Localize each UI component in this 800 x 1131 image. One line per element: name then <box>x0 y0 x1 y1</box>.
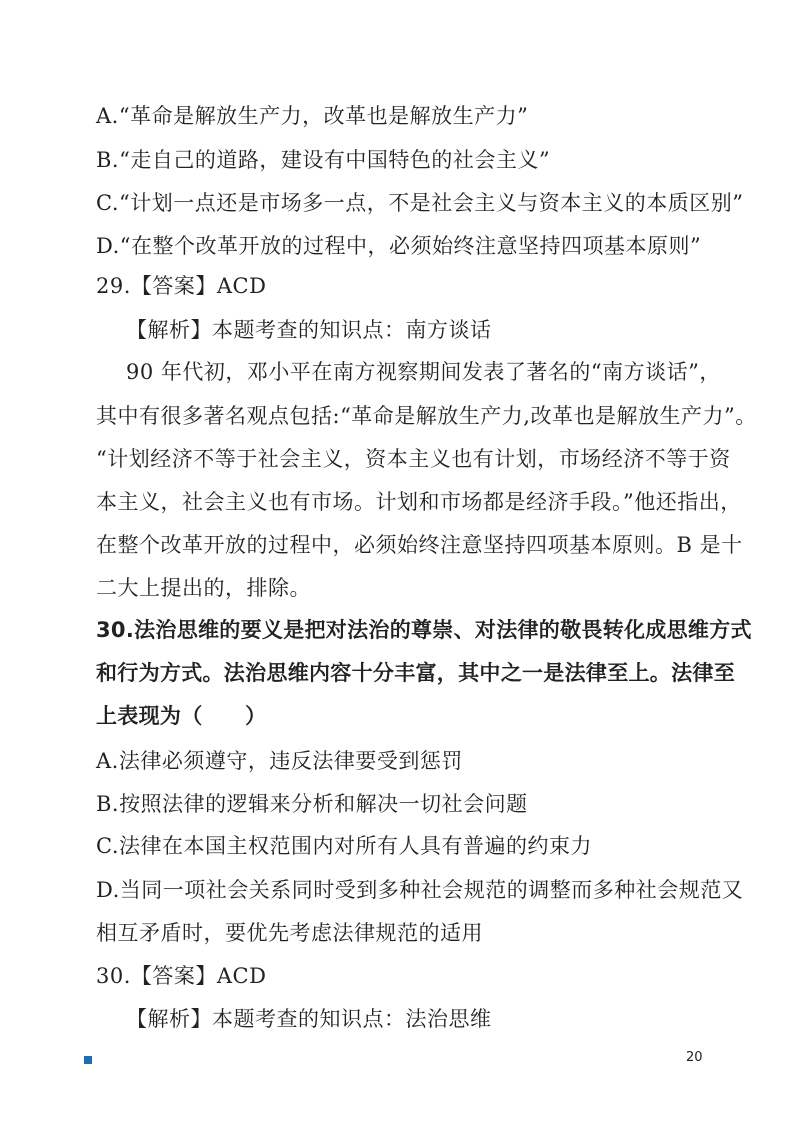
footer-square-icon <box>84 1056 92 1064</box>
q29-analysis-line: 90 年代初，邓小平在南方视察期间发表了著名的“南方谈话”， <box>126 360 721 384</box>
q29-analysis-line: 二大上提出的，排除。 <box>96 576 311 600</box>
q29-analysis-line: 其中有很多著名观点包括:“革命是解放生产力,改革也是解放生产力”。 <box>96 404 757 428</box>
q29-analysis-line: 本主义，社会主义也有市场。计划和市场都是经济手段。”他还指出， <box>96 490 742 514</box>
q30-question-line: 30.法治思维的要义是把对法治的尊崇、对法律的敬畏转化成思维方式 <box>96 618 752 642</box>
q29-analysis-title: 【解析】本题考查的知识点：南方谈话 <box>126 318 492 342</box>
q30-option-a: A.法律必须遵守，违反法律要受到惩罚 <box>96 749 463 773</box>
q30-option-d-continued: 相互矛盾时，要优先考虑法律规范的适用 <box>96 921 483 945</box>
q30-option-c: C.法律在本国主权范围内对所有人具有普遍的约束力 <box>96 834 592 858</box>
page-number: 20 <box>686 1050 703 1065</box>
q30-answer: 30.【答案】ACD <box>96 964 267 988</box>
q30-question-line: 和行为方式。法治思维内容十分丰富，其中之一是法律至上。法律至 <box>96 661 735 685</box>
q30-question-line: 上表现为（ ） <box>96 704 267 728</box>
q29-analysis-line: 在整个改革开放的过程中，必须始终注意坚持四项基本原则。B 是十 <box>96 533 743 557</box>
q30-option-d: D.当同一项社会关系同时受到多种社会规范的调整而多种社会规范又 <box>96 878 744 902</box>
q29-answer: 29.【答案】ACD <box>96 274 267 298</box>
q29-option-a: A.“革命是解放生产力，改革也是解放生产力” <box>96 104 529 128</box>
q29-option-b: B.“走自己的道路，建设有中国特色的社会主义” <box>96 148 551 172</box>
q30-option-b: B.按照法律的逻辑来分析和解决一切社会问题 <box>96 792 528 816</box>
q29-analysis-line: “计划经济不等于社会主义，资本主义也有计划，市场经济不等于资 <box>96 447 731 471</box>
q30-analysis-title: 【解析】本题考查的知识点：法治思维 <box>126 1007 492 1031</box>
q29-option-c: C.“计划一点还是市场多一点，不是社会主义与资本主义的本质区别” <box>96 191 744 215</box>
q29-option-d: D.“在整个改革开放的过程中，必须始终注意坚持四项基本原则” <box>96 234 702 258</box>
